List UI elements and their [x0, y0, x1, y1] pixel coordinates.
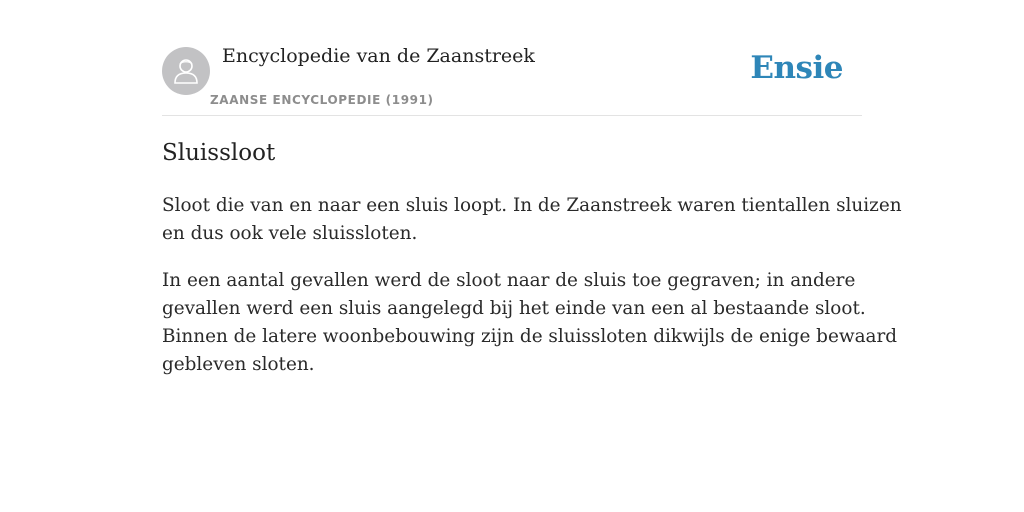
user-silhouette-icon	[171, 56, 201, 86]
paragraph-line: gevallen werd een sluis aangelegd bij het einde van een al bestaande sloot.	[162, 298, 866, 319]
source-subtitle: ZAANSE ENCYCLOPEDIE (1991)	[210, 93, 434, 107]
source-title-link[interactable]: Encyclopedie van de Zaanstreek	[222, 45, 535, 67]
paragraph-line: Binnen de latere woonbebouwing zijn de sluissloten dikwijls de enige bewaard	[162, 326, 898, 347]
paragraph-line: gebleven sloten.	[162, 354, 315, 375]
paragraph-line: en dus ook vele sluissloten.	[162, 223, 418, 244]
ensie-logo-link[interactable]: Ensie	[750, 50, 843, 86]
entry-header	[162, 0, 862, 116]
entry-card	[162, 0, 902, 375]
entry-paragraph-1	[162, 192, 902, 248]
entry-paragraph-2	[162, 267, 898, 379]
paragraph-line: Sloot die van en naar een sluis loopt. In de Zaanstreek waren tientallen sluizen	[162, 195, 902, 216]
paragraph-line: In een aantal gevallen werd de sloot naar de sluis toe gegraven; in andere	[162, 270, 856, 291]
avatar[interactable]	[162, 47, 210, 95]
entry-title: Sluissloot	[162, 140, 276, 166]
